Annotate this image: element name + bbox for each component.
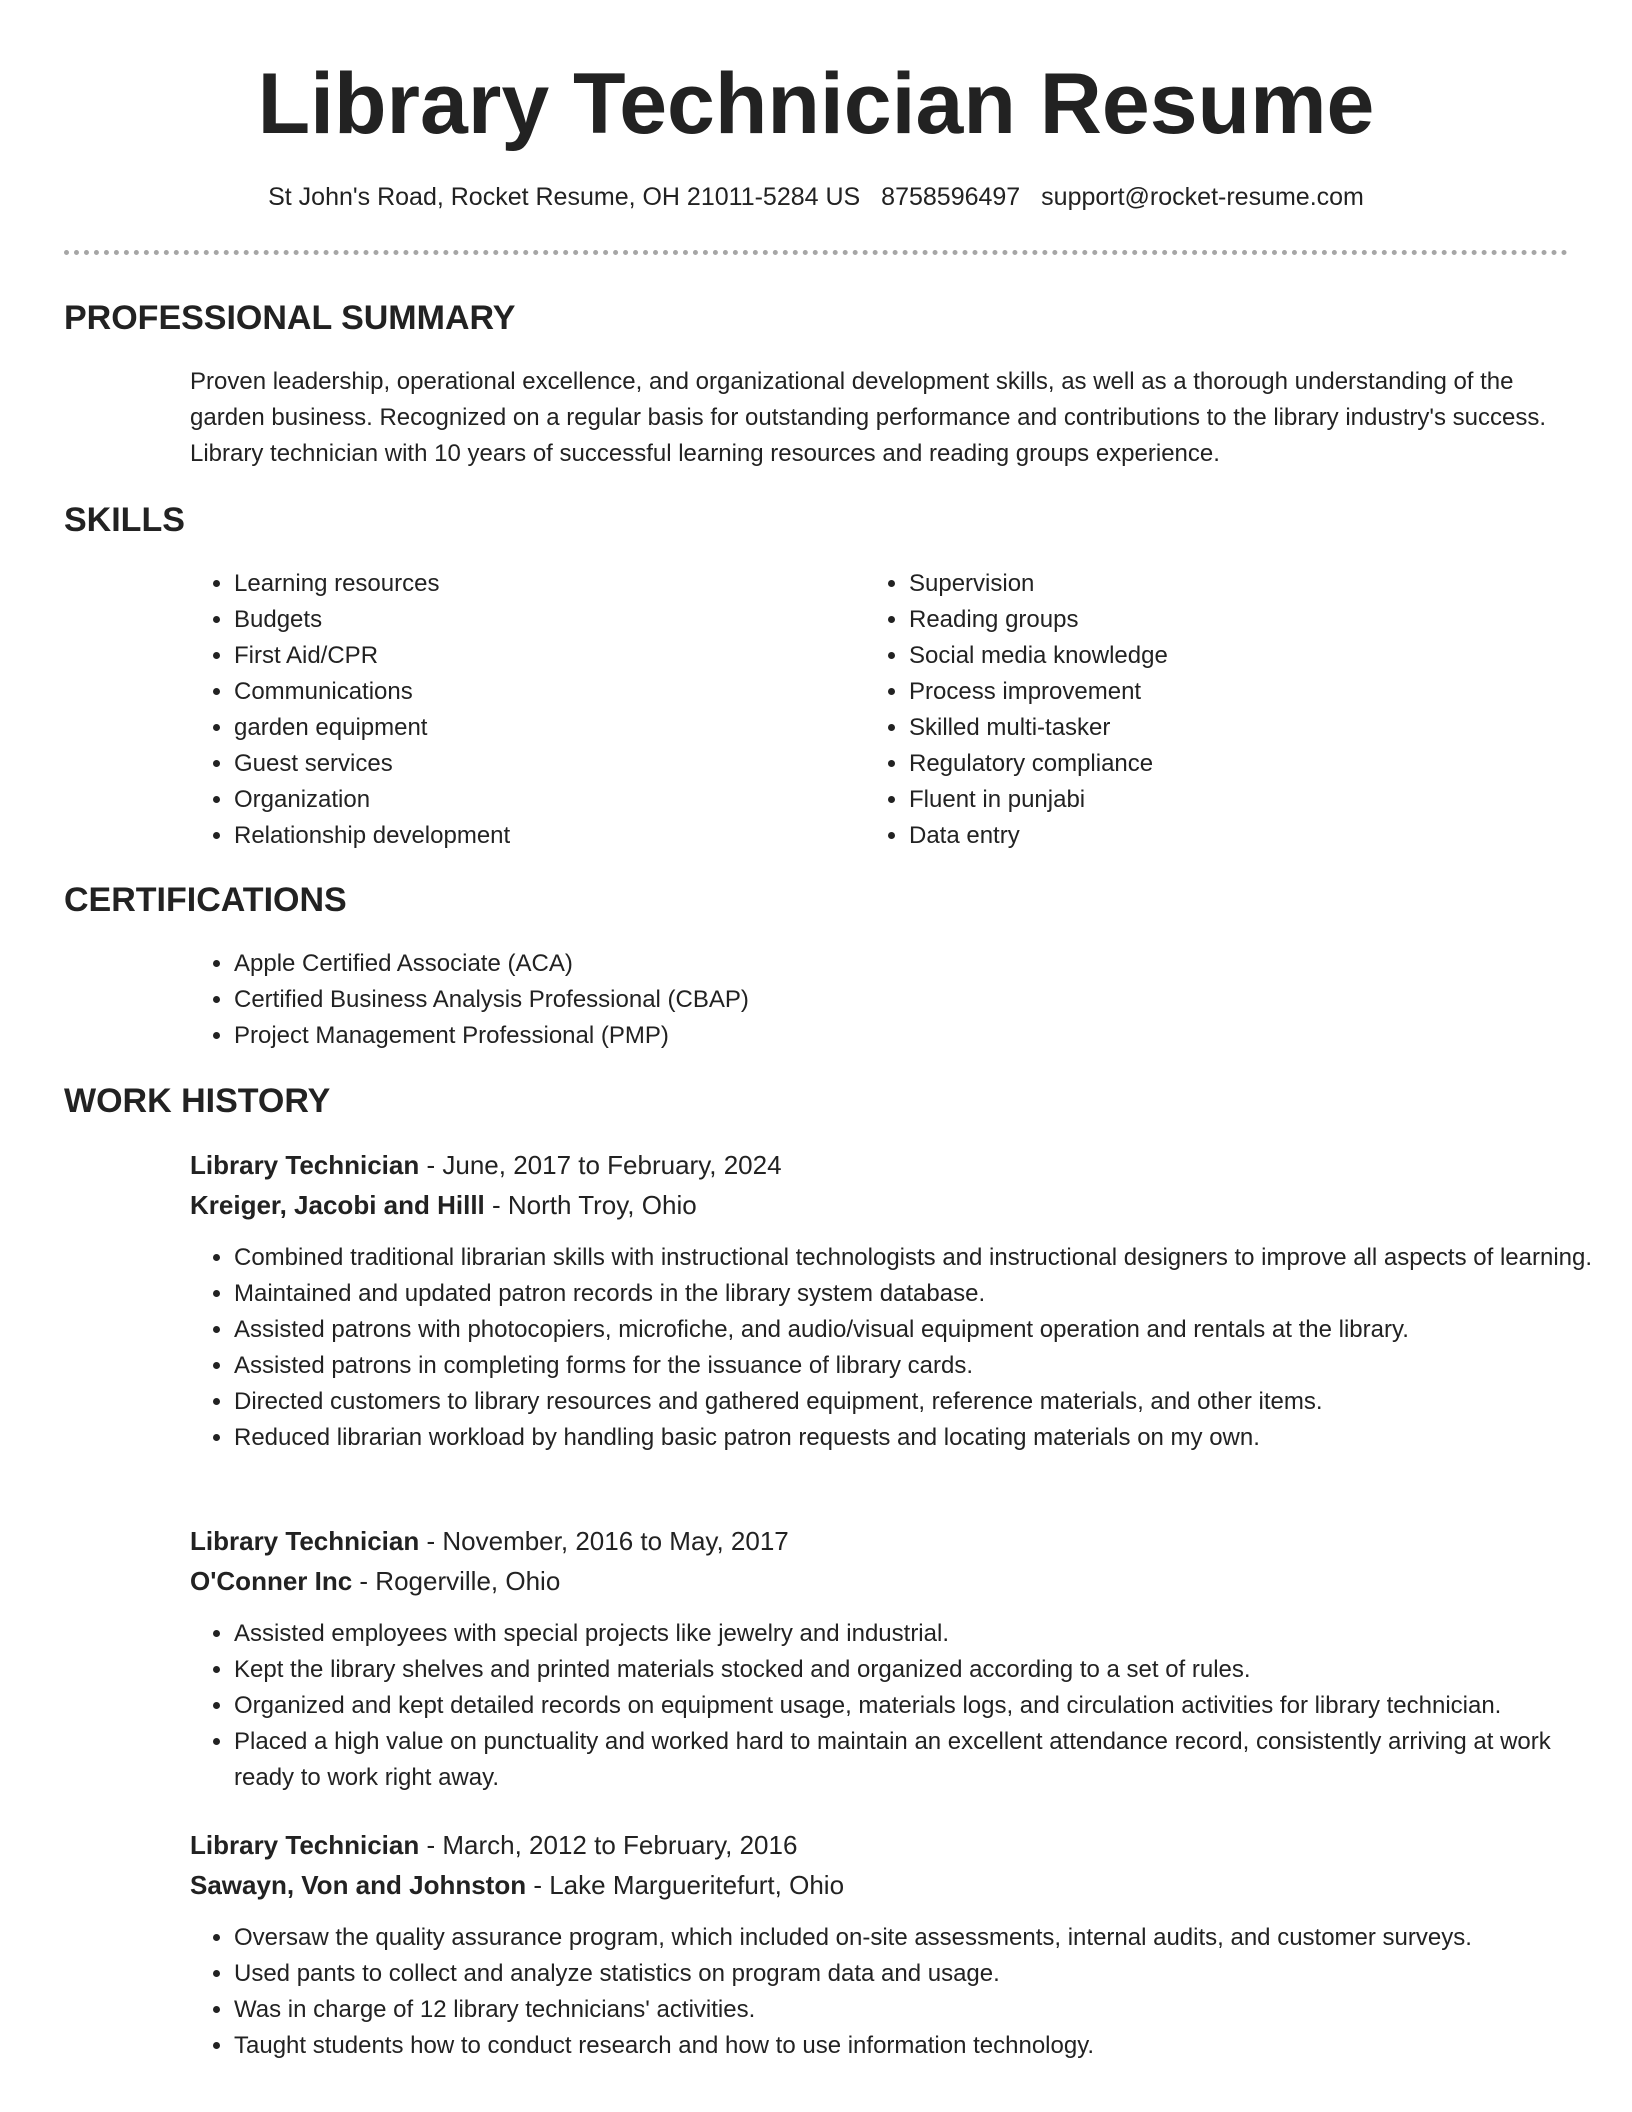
skills-heading: SKILLS	[64, 501, 185, 539]
job-company-line	[190, 1185, 697, 1225]
job-dates: - June, 2017 to February, 2024	[419, 1150, 782, 1180]
job-location: - Lake Margueritefurt, Ohio	[526, 1870, 845, 1900]
job-dates: - March, 2012 to February, 2016	[419, 1830, 798, 1860]
skill-item: • Process improvement	[909, 674, 1549, 710]
job-bullet: • Taught students how to conduct research and how to use information technology.	[234, 2028, 1614, 2064]
skill-item: • Relationship development	[234, 818, 874, 854]
job-bullet: • Reduced librarian workload by handling basic patron requests and locating materials on my own.	[234, 1420, 1614, 1456]
job-company-line	[190, 1865, 844, 1905]
job-dates: - November, 2016 to May, 2017	[419, 1526, 789, 1556]
skill-item: • Supervision	[909, 566, 1549, 602]
job-company: Kreiger, Jacobi and Hilll	[190, 1190, 485, 1220]
job-role: Library Technician	[190, 1830, 420, 1860]
job-bullets	[190, 1616, 1614, 1796]
job-role: Library Technician	[190, 1150, 420, 1180]
certifications-heading: CERTIFICATIONS	[64, 881, 347, 919]
job-bullet: • Placed a high value on punctuality and worked hard to maintain an excellent attendance record, consistently arriving at work ready to work right away.	[234, 1724, 1614, 1796]
job-title-line	[190, 1521, 789, 1561]
certification-item: • Project Management Professional (PMP)	[234, 1018, 1534, 1054]
job-bullets	[190, 1240, 1614, 1456]
job-bullet: • Used pants to collect and analyze statistics on program data and usage.	[234, 1956, 1614, 1992]
work-history-heading: WORK HISTORY	[64, 1082, 331, 1120]
skills-list-right	[865, 566, 1549, 854]
job-bullet: • Organized and kept detailed records on equipment usage, materials logs, and circulation activities for library technician.	[234, 1688, 1614, 1724]
contact-phone: 8758596497	[881, 183, 1021, 211]
job-bullet: • Assisted patrons with photocopiers, microfiche, and audio/visual equipment operation and rentals at the library.	[234, 1312, 1614, 1348]
job-bullet: • Maintained and updated patron records in the library system database.	[234, 1276, 1614, 1312]
skill-item: • Guest services	[234, 746, 874, 782]
skill-item: • First Aid/CPR	[234, 638, 874, 674]
job-bullet: • Assisted employees with special projects like jewelry and industrial.	[234, 1616, 1614, 1652]
job-bullet: • Oversaw the quality assurance program, which included on-site assessments, internal audits, and customer surveys.	[234, 1920, 1614, 1956]
job-bullet: • Was in charge of 12 library technicians' activities.	[234, 1992, 1614, 2028]
job-company: O'Conner Inc	[190, 1566, 353, 1596]
skills-list-left	[190, 566, 874, 854]
job-company-line	[190, 1561, 560, 1601]
skill-item: • garden equipment	[234, 710, 874, 746]
job-location: - Rogerville, Ohio	[352, 1566, 561, 1596]
contact-line	[0, 180, 1632, 214]
certification-item: • Certified Business Analysis Professional (CBAP)	[234, 982, 1534, 1018]
job-title-line	[190, 1825, 797, 1865]
job-role: Library Technician	[190, 1526, 420, 1556]
skill-item: • Regulatory compliance	[909, 746, 1549, 782]
job-bullet: • Kept the library shelves and printed materials stocked and organized according to a set of rules.	[234, 1652, 1614, 1688]
skill-item: • Skilled multi-tasker	[909, 710, 1549, 746]
job-company: Sawayn, Von and Johnston	[190, 1870, 527, 1900]
job-title-line	[190, 1145, 782, 1185]
job-bullets	[190, 1920, 1614, 2064]
header-divider	[64, 250, 1568, 255]
skill-item: • Budgets	[234, 602, 874, 638]
job-bullet: • Directed customers to library resources and gathered equipment, reference materials, and other items.	[234, 1384, 1614, 1420]
certifications-list	[190, 946, 1534, 1054]
skill-item: • Communications	[234, 674, 874, 710]
skill-item: • Reading groups	[909, 602, 1549, 638]
job-bullet: • Assisted patrons in completing forms for the issuance of library cards.	[234, 1348, 1614, 1384]
skill-item: • Fluent in punjabi	[909, 782, 1549, 818]
resume-title: Library Technician Resume	[257, 56, 1375, 152]
contact-address: St John's Road, Rocket Resume, OH 21011-5284 US	[268, 183, 861, 211]
contact-email: support@rocket-resume.com	[1041, 183, 1364, 211]
summary-heading: PROFESSIONAL SUMMARY	[64, 299, 516, 337]
skill-item: • Learning resources	[234, 566, 874, 602]
job-location: - North Troy, Ohio	[484, 1190, 697, 1220]
job-bullet: • Combined traditional librarian skills with instructional technologists and instructional designers to improve all aspects of learning.	[234, 1240, 1614, 1276]
certification-item: • Apple Certified Associate (ACA)	[234, 946, 1534, 982]
skill-item: • Social media knowledge	[909, 638, 1549, 674]
skill-item: • Organization	[234, 782, 874, 818]
summary-text: Proven leadership, operational excellence, and organizational development skills, as well as a thorough understanding of the garden business. Recognized on a regular basis for outstanding performance and contributions to the library industry's success. Library technician with 10 years of successful learning resources and reading groups experience.	[190, 368, 1546, 467]
skill-item: • Data entry	[909, 818, 1549, 854]
